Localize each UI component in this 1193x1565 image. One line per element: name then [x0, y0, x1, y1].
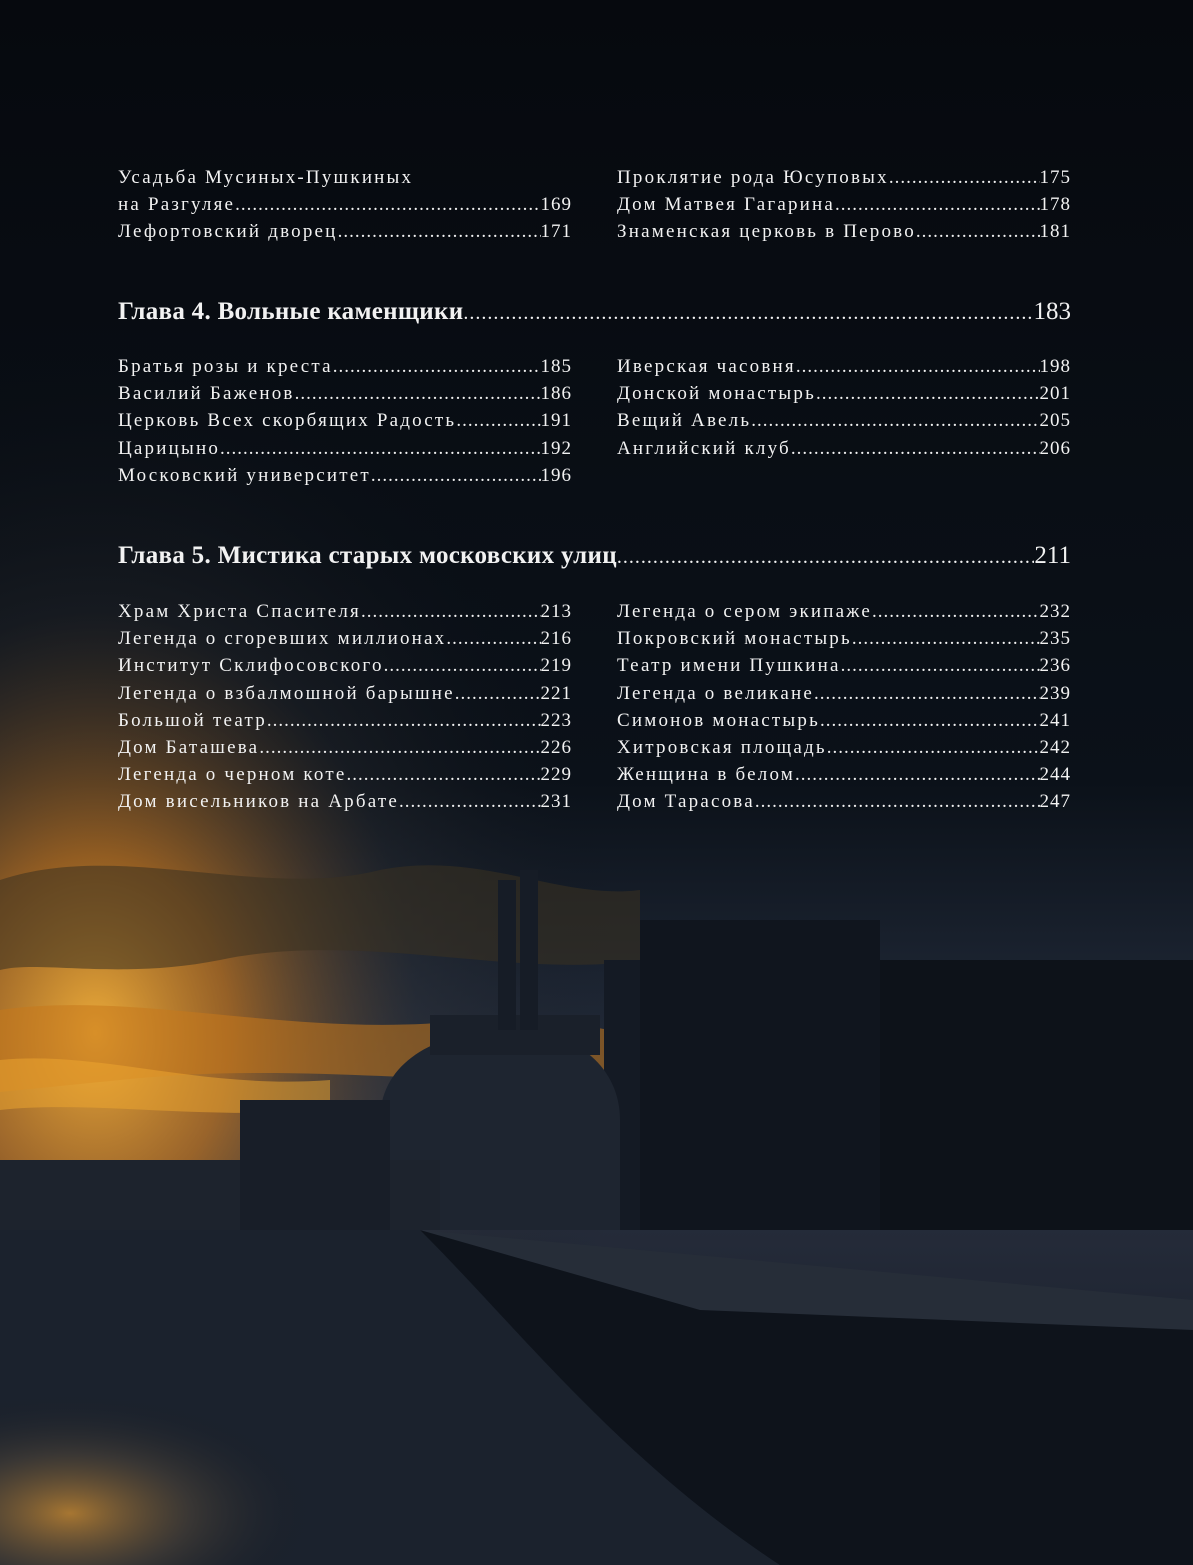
toc-entry-title: Братья розы и креста: [118, 356, 333, 377]
toc-entry[interactable]: [617, 167, 1071, 194]
toc-leader-dots: [791, 438, 1040, 460]
toc-entry-page: 236: [1039, 655, 1071, 677]
toc-entry-title: Царицыно: [118, 437, 221, 459]
toc-entry-page: 235: [1039, 628, 1071, 650]
toc-entry-title: Усадьба Мусиных-Пушкиных: [118, 167, 414, 188]
toc-entry-page: 205: [1039, 410, 1071, 432]
toc-entry[interactable]: [617, 683, 1071, 710]
toc-entry[interactable]: [118, 737, 572, 764]
chapter-title: Глава 4. Вольные каменщики: [118, 298, 464, 325]
toc-entry[interactable]: [617, 410, 1071, 437]
chapter-page: 183: [1033, 298, 1071, 325]
toc-entry-page: 232: [1039, 601, 1071, 622]
toc-entry[interactable]: [617, 221, 1071, 248]
toc-column-left: [118, 356, 572, 492]
toc-leader-dots: [852, 628, 1040, 650]
toc-entry-title: Знаменская церковь в Перово: [617, 221, 916, 243]
toc-entry-page: 216: [540, 628, 572, 650]
toc-entry-title: на Разгуляе: [118, 194, 236, 216]
toc-entry-title: Василий Баженов: [118, 383, 295, 405]
toc-entry[interactable]: [617, 628, 1071, 655]
toc-leader-dots: [751, 410, 1039, 432]
toc-entry[interactable]: [118, 683, 572, 710]
toc-entry[interactable]: [118, 356, 572, 383]
toc-entry-title: Театр имени Пушкина: [617, 655, 841, 677]
toc-entry[interactable]: [617, 791, 1071, 818]
toc-entry-page: 219: [540, 655, 572, 677]
toc-entry-page: 242: [1039, 736, 1071, 758]
toc-entry-title: Симонов монастырь: [617, 709, 820, 731]
toc-entry-title: Храм Христа Спасителя: [118, 601, 362, 622]
toc-block-3: [118, 601, 1071, 819]
toc-entry-title: Хитровская площадь: [617, 736, 827, 758]
toc-entry-page: 226: [540, 736, 572, 758]
toc-entry-page: 247: [1039, 791, 1071, 813]
toc-entry-page: 241: [1039, 709, 1071, 731]
toc-block-1: [118, 167, 1071, 249]
toc-leader-dots: [827, 737, 1040, 759]
toc-entry-title: Институт Склифосовского: [118, 655, 384, 677]
toc-leader-dots: [346, 764, 540, 786]
toc-leader-dots: [814, 683, 1040, 705]
toc-leader-dots: [816, 383, 1040, 405]
toc-leader-dots: [872, 601, 1039, 623]
toc-leader-dots: [333, 356, 541, 378]
toc-leader-dots: [796, 356, 1040, 378]
chapter-title: Глава 5. Мистика старых московских улиц: [118, 542, 617, 569]
toc-entry-title: Легенда о сером экипаже: [617, 601, 873, 622]
toc-entry-page: 175: [1039, 167, 1071, 188]
toc-entry-title: Дом висельников на Арбате: [118, 791, 399, 813]
toc-leader-dots: [835, 194, 1039, 216]
toc-leader-dots: [446, 628, 540, 650]
toc-entry-title: Большой театр: [118, 709, 267, 731]
toc-entry-page: 171: [540, 221, 572, 243]
toc-leader-dots: [259, 737, 540, 759]
toc-entry-page: 213: [540, 601, 572, 622]
toc-entry-title: Легенда о взбалмошной барышне: [118, 682, 455, 704]
toc-entry-page: 239: [1039, 682, 1071, 704]
toc-entry-page: 196: [540, 464, 572, 486]
toc-leader-dots: [456, 410, 540, 432]
toc-entry-title: Английский клуб: [617, 437, 791, 459]
toc-entry[interactable]: [617, 383, 1071, 410]
toc-leader-dots: [755, 791, 1040, 813]
toc-block-2: [118, 356, 1071, 492]
toc-entry[interactable]: [118, 628, 572, 655]
chapter-heading-4[interactable]: [118, 298, 1071, 326]
toc-entry-title: Легенда о черном коте: [118, 764, 347, 786]
toc-entry-title: Легенда о сгоревших миллионах: [118, 628, 447, 650]
toc-entry[interactable]: [118, 601, 572, 628]
toc-leader-dots: [384, 655, 541, 677]
toc-entry[interactable]: [118, 655, 572, 682]
toc-leader-dots: [235, 194, 540, 216]
toc-entry[interactable]: [617, 601, 1071, 628]
toc-entry[interactable]: [118, 221, 572, 248]
toc-leader-dots: [820, 710, 1040, 732]
toc-column-left: [118, 167, 572, 249]
toc-entry-title: Иверская часовня: [617, 356, 796, 377]
toc-entry-title: Легенда о великане: [617, 682, 814, 704]
toc-entry-title: Дом Тарасова: [617, 791, 755, 813]
toc-entry-title: Покровский монастырь: [617, 628, 852, 650]
toc-entry-title: Донской монастырь: [617, 383, 816, 405]
toc-entry-title: Дом Баташева: [118, 736, 260, 758]
toc-entry[interactable]: [617, 356, 1071, 383]
toc-entry-page: 221: [540, 682, 572, 704]
toc-entry-title: Дом Матвея Гагарина: [617, 194, 836, 216]
toc-leader-dots: [617, 546, 1035, 569]
toc-entry[interactable]: [118, 410, 572, 437]
toc-leader-dots: [361, 601, 540, 623]
toc-leader-dots: [841, 655, 1040, 677]
toc-entry-title: Московский университет: [118, 464, 371, 486]
toc-entry-title: Вещий Авель: [617, 410, 752, 432]
toc-entry[interactable]: [617, 438, 1071, 465]
toc-entry-page: 231: [540, 791, 572, 813]
toc-entry-page: 185: [540, 356, 572, 377]
toc-entry-page: 206: [1039, 437, 1071, 459]
toc-entry[interactable]: [617, 655, 1071, 682]
toc-entry-page: 198: [1039, 356, 1071, 377]
toc-entry[interactable]: [118, 710, 572, 737]
toc-entry-page: 178: [1039, 194, 1071, 216]
toc-entry-title: Церковь Всех скорбящих Радость: [118, 410, 457, 432]
chapter-heading-5[interactable]: [118, 542, 1071, 570]
toc-entry[interactable]: [617, 764, 1071, 791]
toc-leader-dots: [267, 710, 541, 732]
toc-entry[interactable]: [617, 737, 1071, 764]
toc-leader-dots: [399, 791, 541, 813]
toc-entry-page: 223: [540, 709, 572, 731]
toc-entry-title: Проклятие рода Юсуповых: [617, 167, 889, 188]
toc-entry-page: 181: [1039, 221, 1071, 243]
chapter-page: 211: [1034, 542, 1071, 569]
toc-entry[interactable]: [118, 167, 572, 194]
toc-leader-dots: [338, 221, 541, 243]
toc-leader-dots: [463, 302, 1033, 325]
toc-leader-dots: [295, 383, 541, 405]
toc-column-right: [617, 167, 1071, 249]
toc-leader-dots: [889, 167, 1040, 189]
toc-column-right: [617, 601, 1071, 819]
toc-entry[interactable]: [118, 465, 572, 492]
toc-entry[interactable]: [118, 438, 572, 465]
toc-entry-page: 229: [540, 764, 572, 786]
toc-column-right: [617, 356, 1071, 492]
toc-leader-dots: [455, 683, 541, 705]
toc-entry-page: 191: [540, 410, 572, 432]
toc-entry[interactable]: [118, 383, 572, 410]
toc-entry-page: 192: [540, 437, 572, 459]
toc-entry-title: Лефортовский дворец: [118, 221, 338, 243]
toc-entry[interactable]: [118, 791, 572, 818]
toc-leader-dots: [220, 438, 540, 460]
toc-entry-page: 169: [540, 194, 572, 216]
toc-leader-dots: [371, 465, 541, 487]
toc-leader-dots: [916, 221, 1040, 243]
toc-entry[interactable]: [617, 710, 1071, 737]
toc-entry[interactable]: [617, 194, 1071, 221]
toc-entry-page: 186: [540, 383, 572, 405]
toc-entry-title: Женщина в белом: [617, 764, 796, 786]
toc-entry-page: 244: [1039, 764, 1071, 786]
toc-entry-page: 201: [1039, 383, 1071, 405]
toc-entry[interactable]: [118, 764, 572, 791]
toc-leader-dots: [795, 764, 1039, 786]
toc-entry[interactable]: [118, 194, 572, 221]
toc-column-left: [118, 601, 572, 819]
